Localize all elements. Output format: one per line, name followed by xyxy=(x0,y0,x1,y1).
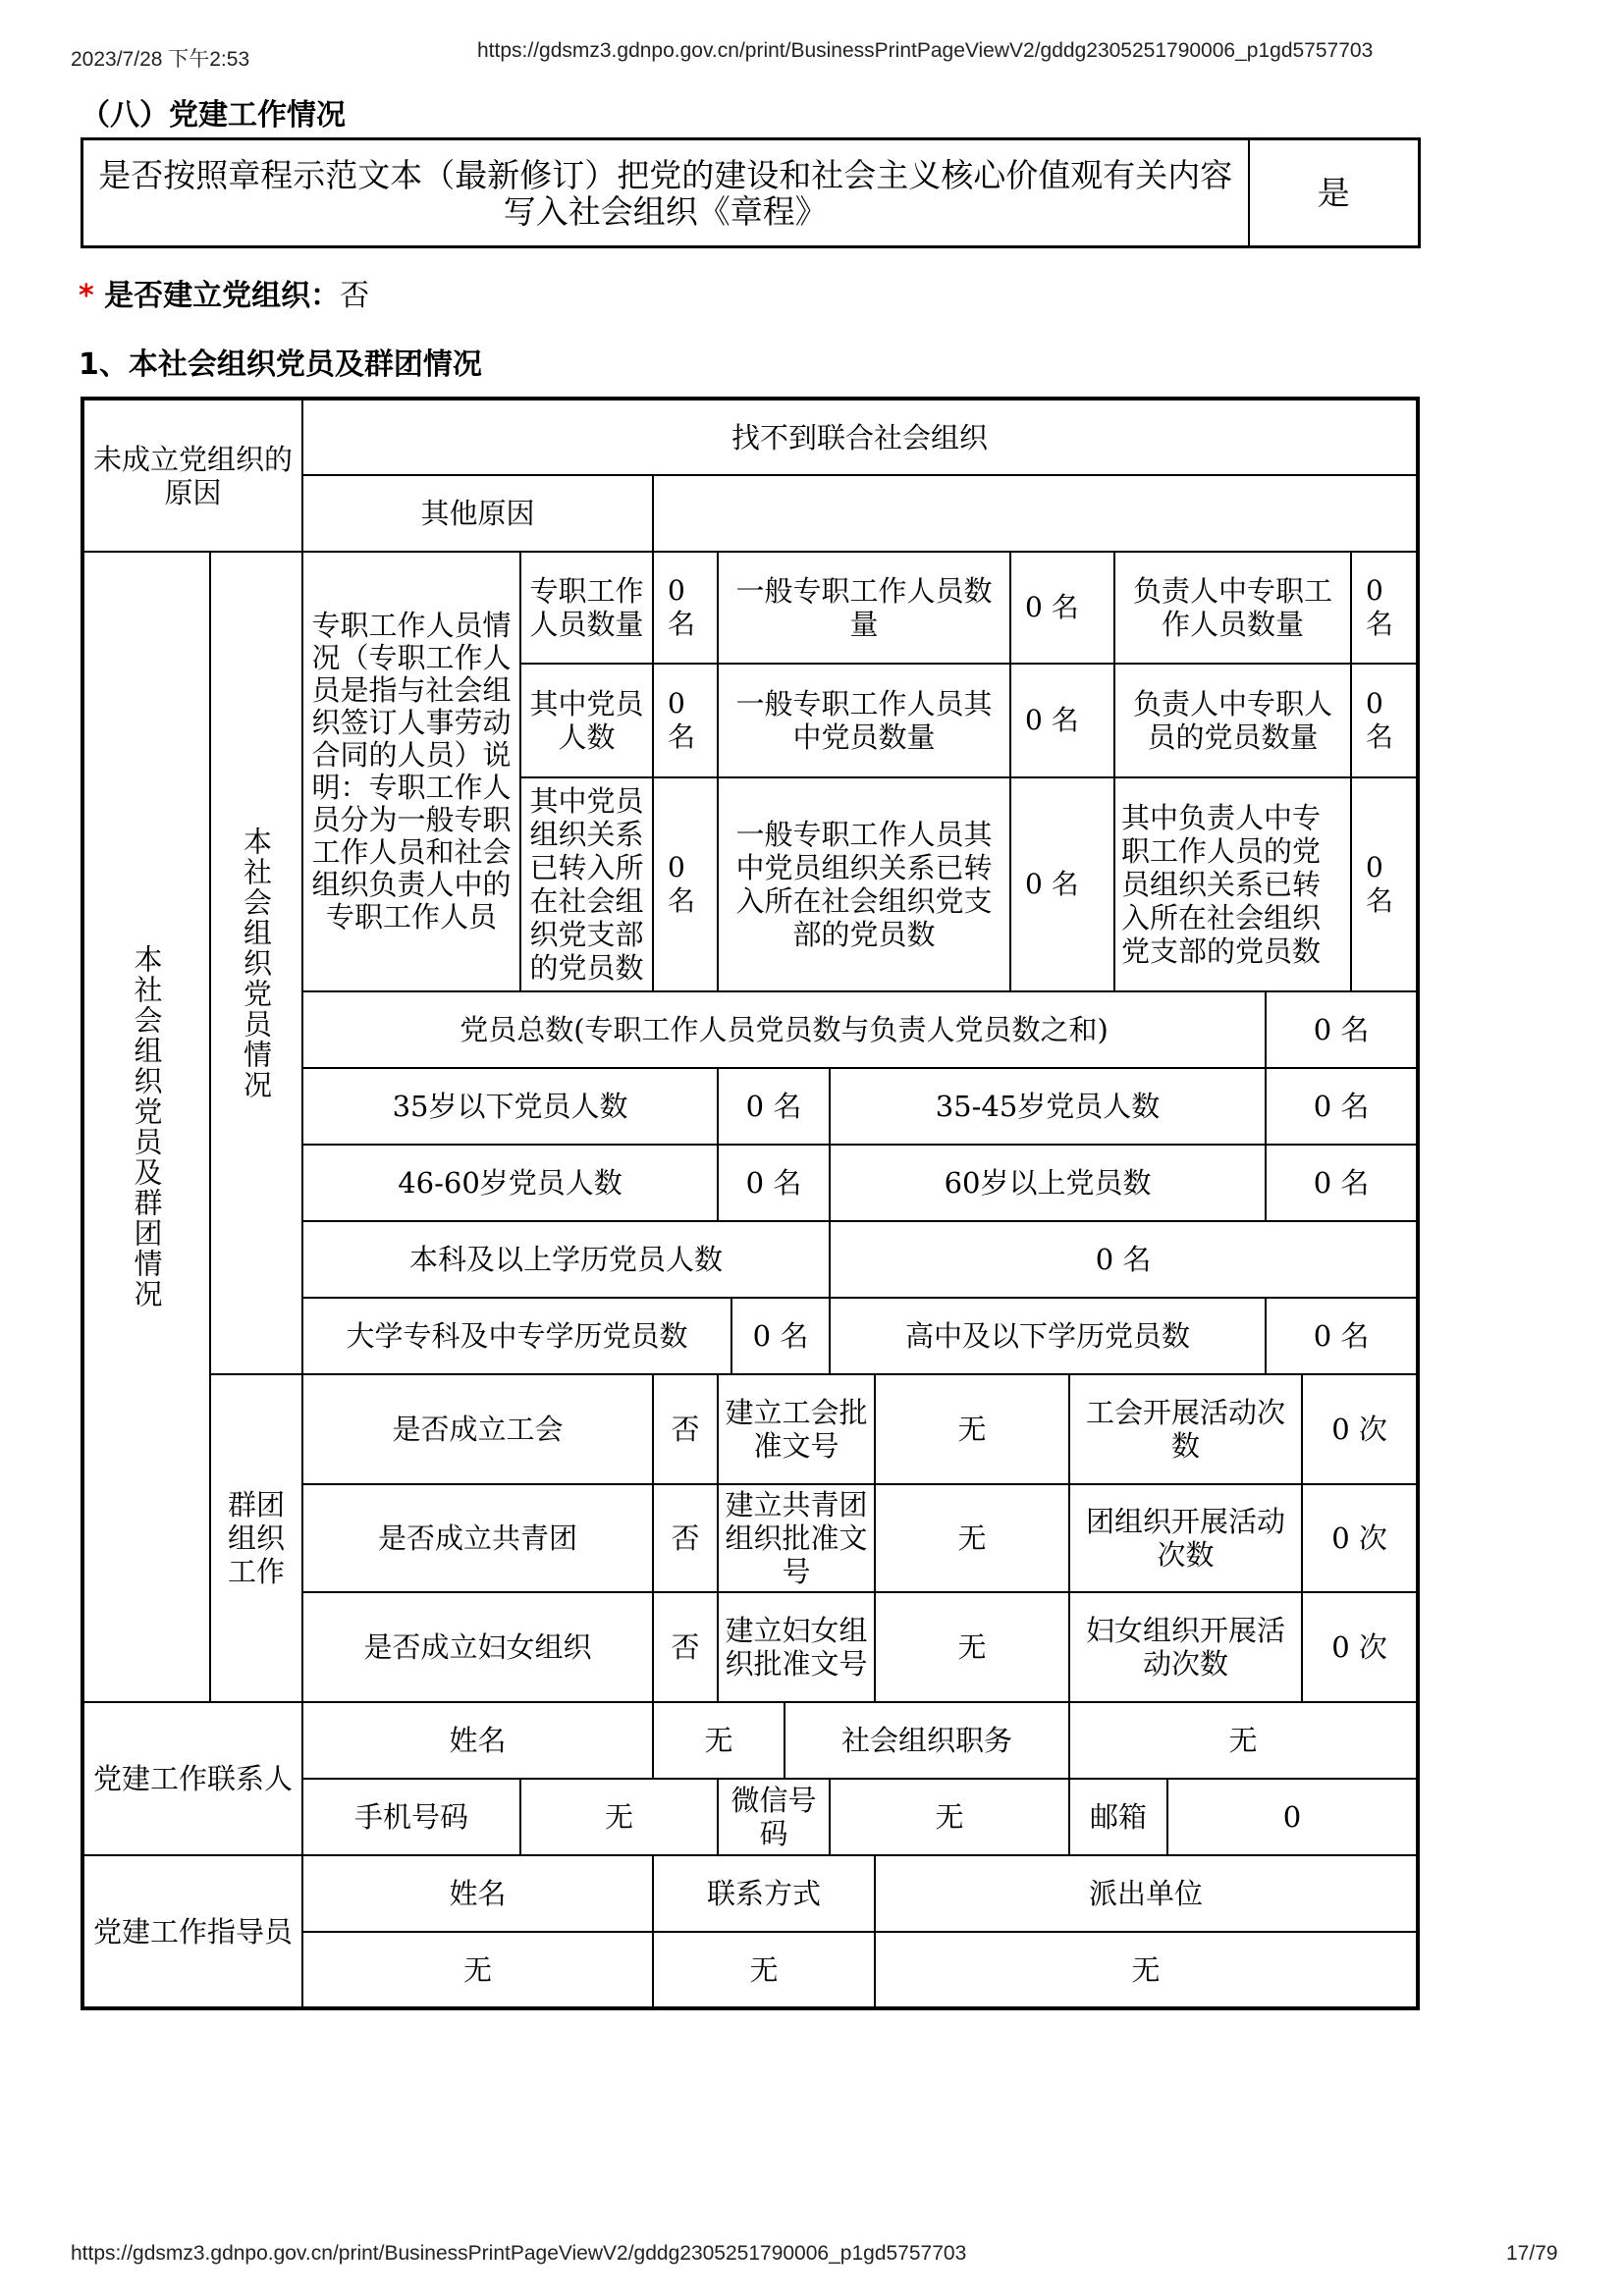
contact-name-value: 无 xyxy=(653,1702,784,1779)
college-value: 0 名 xyxy=(731,1298,830,1374)
general-fulltime-count-label: 一般专职工作人员数量 xyxy=(718,552,1010,664)
contact-position-label: 社会组织职务 xyxy=(784,1702,1069,1779)
charter-question: 是否按照章程示范文本（最新修订）把党的建设和社会主义核心价值观有关内容写入社会组织《章程》 xyxy=(82,139,1249,247)
party-org-label: 是否建立党组织： xyxy=(104,279,341,313)
total-members-label: 党员总数(专职工作人员党员数与负责人党员数之和) xyxy=(302,991,1266,1068)
general-fulltime-count-value: 0 名 xyxy=(1010,552,1114,664)
print-url-header: https://gdsmz3.gdnpo.gov.cn/print/BusinessPrintPageViewV2/gddg2305251790006_p1gd5757703 xyxy=(477,39,1374,62)
leader-transferred-count-label: 其中负责人中专职工作人员的党员组织关系已转入所在社会组织党支部的党员数 xyxy=(1114,777,1351,991)
party-member-count-value: 0 名 xyxy=(653,664,718,777)
general-party-count-value: 0 名 xyxy=(1010,664,1114,777)
age35-45-value: 0 名 xyxy=(1266,1068,1418,1145)
college-label: 大学专科及中专学历党员数 xyxy=(302,1298,731,1374)
leader-party-count-value: 0 名 xyxy=(1351,664,1418,777)
union-approval-value: 无 xyxy=(875,1374,1069,1484)
instructor-unit-value: 无 xyxy=(875,1932,1418,2008)
general-transferred-count-value: 0 名 xyxy=(1010,777,1114,991)
fulltime-count-value: 0 名 xyxy=(653,552,718,664)
leader-fulltime-count-value: 0 名 xyxy=(1351,552,1418,664)
section-title: （八）党建工作情况 xyxy=(81,98,346,133)
total-members-value: 0 名 xyxy=(1266,991,1418,1068)
over60-value: 0 名 xyxy=(1266,1145,1418,1221)
union-value: 否 xyxy=(653,1374,718,1484)
instructor-contact-label: 联系方式 xyxy=(653,1855,875,1932)
leader-fulltime-count-label: 负责人中专职工作人员数量 xyxy=(1114,552,1351,664)
contact-email-value: 0 xyxy=(1167,1779,1418,1855)
print-datetime: 2023/7/28 下午2:53 xyxy=(71,48,250,71)
age46-60-value: 0 名 xyxy=(718,1145,830,1221)
leader-party-count-label: 负责人中专职人员的党员数量 xyxy=(1114,664,1351,777)
transferred-count-label: 其中党员组织关系已转入所在社会组织党支部的党员数 xyxy=(520,777,653,991)
under35-label: 35岁以下党员人数 xyxy=(302,1068,718,1145)
fulltime-count-label: 专职工作人员数量 xyxy=(520,552,653,664)
under35-value: 0 名 xyxy=(718,1068,830,1145)
general-transferred-count-label: 一般专职工作人员其中党员组织关系已转入所在社会组织党支部的党员数 xyxy=(718,777,1010,991)
charter-answer: 是 xyxy=(1249,139,1420,247)
party-members-table xyxy=(81,397,1420,2010)
over60-label: 60岁以上党员数 xyxy=(830,1145,1266,1221)
mass-org-label: 群团组织工作 xyxy=(210,1374,302,1702)
highschool-value: 0 名 xyxy=(1266,1298,1418,1374)
print-url-footer: https://gdsmz3.gdnpo.gov.cn/print/BusinessPrintPageViewV2/gddg2305251790006_p1gd5757703 xyxy=(71,2242,967,2265)
general-party-count-label: 一般专职工作人员其中党员数量 xyxy=(718,664,1010,777)
union-approval-label: 建立工会批准文号 xyxy=(718,1374,875,1484)
other-reason-label: 其他原因 xyxy=(302,475,653,552)
page-number: 17/79 xyxy=(1506,2242,1558,2265)
highschool-label: 高中及以下学历党员数 xyxy=(830,1298,1266,1374)
party-org-status xyxy=(79,271,369,314)
subsection-title: 1、本社会组织党员及群团情况 xyxy=(79,347,482,382)
age35-45-label: 35-45岁党员人数 xyxy=(830,1068,1266,1145)
instructor-unit-label: 派出单位 xyxy=(875,1855,1418,1932)
party-org-value: 否 xyxy=(340,279,370,313)
contact-phone-value: 无 xyxy=(520,1779,718,1855)
party-member-count-label: 其中党员人数 xyxy=(520,664,653,777)
women-org-label: 是否成立妇女组织 xyxy=(302,1592,653,1702)
age46-60-label: 46-60岁党员人数 xyxy=(302,1145,718,1221)
women-org-approval-label: 建立妇女组织批准文号 xyxy=(718,1592,875,1702)
bachelor-value: 0 名 xyxy=(830,1221,1418,1298)
contact-position-value: 无 xyxy=(1069,1702,1418,1779)
members-vertical-label: 本社会组织党员情况 xyxy=(210,552,302,1374)
women-org-approval-value: 无 xyxy=(875,1592,1069,1702)
women-org-value: 否 xyxy=(653,1592,718,1702)
youth-league-label: 是否成立共青团 xyxy=(302,1484,653,1592)
women-org-activity-value: 0 次 xyxy=(1302,1592,1418,1702)
fulltime-description: 专职工作人员情况（专职工作人员是指与社会组织签订人事劳动合同的人员）说明：专职工作人员分为一般专职工作人员和社会组织负责人中的专职工作人员 xyxy=(302,552,520,991)
contact-wechat-value: 无 xyxy=(830,1779,1069,1855)
unestablished-reason-1: 找不到联合社会组织 xyxy=(302,399,1418,475)
other-reason-value xyxy=(653,475,1418,552)
transferred-count-value: 0 名 xyxy=(653,777,718,991)
youth-league-activity-label: 团组织开展活动次数 xyxy=(1069,1484,1302,1592)
union-label: 是否成立工会 xyxy=(302,1374,653,1484)
instructor-name-label: 姓名 xyxy=(302,1855,653,1932)
contact-label: 党建工作联系人 xyxy=(82,1702,302,1855)
contact-wechat-label: 微信号码 xyxy=(718,1779,830,1855)
instructor-name-value: 无 xyxy=(302,1932,653,2008)
bachelor-label: 本科及以上学历党员人数 xyxy=(302,1221,830,1298)
required-asterisk: * xyxy=(79,279,94,313)
charter-table xyxy=(81,137,1421,248)
youth-league-activity-value: 0 次 xyxy=(1302,1484,1418,1592)
youth-league-approval-value: 无 xyxy=(875,1484,1069,1592)
leader-transferred-count-value: 0 名 xyxy=(1351,777,1418,991)
unestablished-label: 未成立党组织的原因 xyxy=(82,399,302,552)
women-org-activity-label: 妇女组织开展活动次数 xyxy=(1069,1592,1302,1702)
union-activity-label: 工会开展活动次数 xyxy=(1069,1374,1302,1484)
contact-phone-label: 手机号码 xyxy=(302,1779,520,1855)
instructor-contact-value: 无 xyxy=(653,1932,875,2008)
contact-name-label: 姓名 xyxy=(302,1702,653,1779)
youth-league-value: 否 xyxy=(653,1484,718,1592)
youth-league-approval-label: 建立共青团组织批准文号 xyxy=(718,1484,875,1592)
contact-email-label: 邮箱 xyxy=(1069,1779,1167,1855)
instructor-label: 党建工作指导员 xyxy=(82,1855,302,2008)
outer-vertical-label: 本社会组织党员及群团情况 xyxy=(82,552,210,1702)
union-activity-value: 0 次 xyxy=(1302,1374,1418,1484)
